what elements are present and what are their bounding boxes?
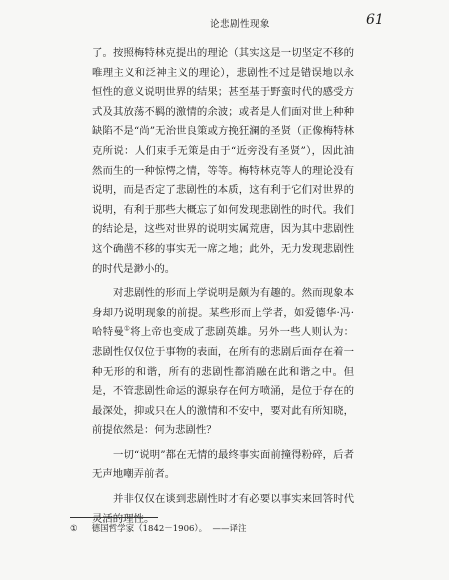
- paragraph-conclusion: 并非仅仅在谈到悲剧性时才有必要以事实来回答时代灵活的理性。: [92, 493, 354, 525]
- paragraph-metaphysics-text: 对悲剧性的形而上学说明是颇为有趣的。然而现象本身却乃说明现象的前提。某些形而上学者，如爱德华·冯·哈特曼: [92, 287, 354, 339]
- footnote-reference[interactable]: ①: [124, 324, 131, 333]
- paragraph-explanation: 一切“说明”都在无情的最终事实面前撞得粉碎，后者无声地嘲弄前者。: [92, 448, 354, 481]
- footnote: [70, 523, 370, 535]
- body-text: [92, 44, 354, 534]
- footnote-text: 德国哲学家（1842－1906）。: [91, 524, 208, 534]
- running-title: 论悲剧性现象: [210, 19, 271, 30]
- paragraph-metaphysics-text-continued: 将上帝也变成了悲剧英雄。另外一些人则认为：悲剧性仅仅位于事物的表面，在所有的悲剧后面存在着一种无形的和谐，所有的悲剧性都消融在此和谐之中。但是，不管悲剧性命运的源泉存在何方喷涌，是位于存在的最深处，抑或只在人的激情和不安中，要对此有所知晓，前提依然是：何为悲剧性？: [92, 326, 355, 437]
- paragraph-continued: 了。按照梅特林克提出的理论（其实这是一切坚定不移的唯理主义和泛神主义的理论），悲剧性不过是错误地以永恒性的意义说明世界的结果；甚至基于野蛮时代的感受方式及其放荡不羁的激情的余波；或者是人们面对世上种种缺陷不是“尚”无治世良策或方挽狂澜的圣贤（正像梅特林克所说：人们束手无策是由于“近旁没有圣贤”），因此油然而生的一种惊愕之情，等等。梅特林克等人的理论没有说明，而是否定了悲剧性的本质，这有利于它们对世界的说明，有利于那些大概忘了如何发现悲剧性的时代。我们的结论是，这些对世界的说明实属荒唐，因为其中悲剧性这个确凿不移的事实无一席之地；此外，无力发现悲剧性的时代是渺小的。: [92, 47, 354, 275]
- footnote-mark: ①: [70, 524, 78, 534]
- footnote-divider: [70, 517, 158, 518]
- paragraph-metaphysics: [92, 284, 354, 441]
- footnote-attribution: ——译注: [212, 524, 247, 534]
- page-number: 61: [366, 12, 384, 28]
